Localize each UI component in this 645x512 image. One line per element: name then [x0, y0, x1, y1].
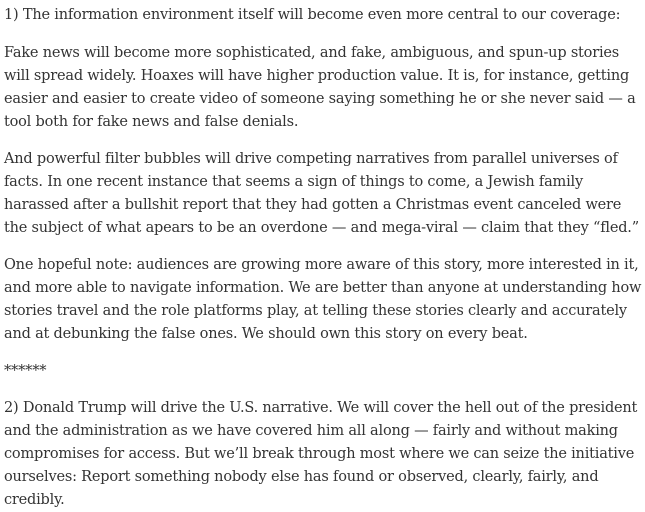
paragraph-filter-bubbles: And powerful filter bubbles will drive competing narratives from parallel universes of facts. In one recent instance that seems a sign of things to come, a Jewish family harassed after a bullshit report that they had gotten a Christmas event canceled were the subject of what apears to be an overdone — and mega-viral — claim that they “fled.” — [4, 151, 639, 236]
paragraph-fake-news: Fake news will become more sophisticated, and fake, ambiguous, and spun-up stories will spread widely. Hoaxes will have higher production value. It is, for instance, getting easier and easier to create video of someone saying something he or she never said — a tool both for fake news and false denials. — [4, 45, 636, 130]
paragraph-trump-narrative: 2) Donald Trump will drive the U.S. narrative. We will cover the hell out of the president and the administration as we have covered him all along — fairly and without making compromises for access. But we’ll break through most where we can seize the initiative ourselves: Report something nobody else has found or observed, clearly, fairly, and credibly. — [4, 400, 638, 508]
section-separator: ****** — [4, 363, 47, 379]
section-heading-1: 1) The information environment itself will become even more central to our coverage: — [4, 7, 621, 23]
paragraph-hopeful-note: One hopeful note: audiences are growing more aware of this story, more interested in it, and more able to navigate information. We are better than anyone at understanding how stories travel and the role platforms play, at telling these stories clearly and accurately and at debunking the false ones. We should own this story on every beat. — [4, 257, 642, 342]
